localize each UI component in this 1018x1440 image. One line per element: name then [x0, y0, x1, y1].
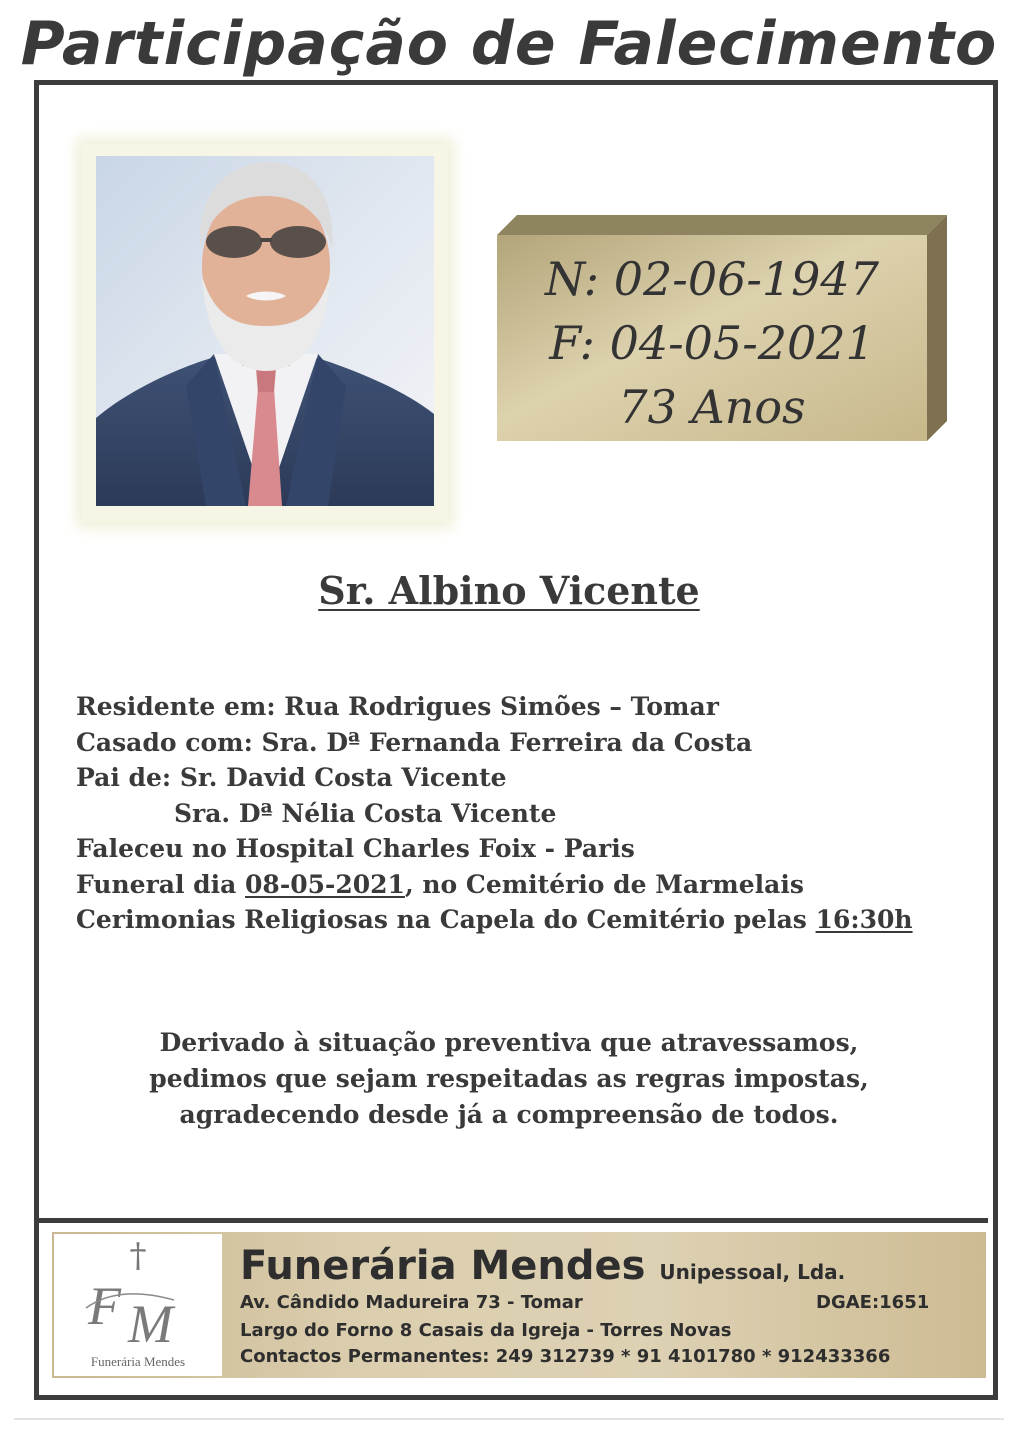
death-date: F: 04-05-2021 [549, 316, 875, 370]
cross-icon: † [129, 1236, 147, 1276]
footer-divider [38, 1218, 988, 1223]
portrait-photo [96, 156, 434, 506]
residence-line: Residente em: Rua Rodrigues Simões – Tomar [76, 692, 719, 721]
notice-block [0, 1025, 1018, 1133]
notice-line-1: Derivado à situação preventiva que atravessamos, [159, 1028, 859, 1057]
logo-monogram [78, 1278, 202, 1348]
father-of-line-2: Sra. Dª Nélia Costa Vicente [174, 798, 557, 828]
dgae-number: DGAE:1651 [816, 1292, 930, 1313]
father-of-line: Pai de: Sr. David Costa Vicente [76, 763, 507, 792]
birth-date: N: 02-06-1947 [545, 252, 879, 306]
contacts-line: Contactos Permanentes: 249 312739 * 91 4101780 * 912433366 [240, 1346, 891, 1367]
deceased-name-block [0, 566, 1018, 616]
ceremony-time: 16:30h [815, 905, 913, 934]
company-name [240, 1238, 845, 1300]
page-bottom-line [14, 1418, 1004, 1420]
notice-line-2: pedimos que sejam respeitadas as regras impostas, [149, 1064, 869, 1093]
address-line-2: Largo do Forno 8 Casais da Igreja - Torres Novas [240, 1320, 732, 1341]
logo-monogram-f: F [88, 1278, 121, 1336]
logo-text: Funerária Mendes [90, 1354, 186, 1369]
notice-line-3: agradecendo desde já a compreensão de todos. [179, 1100, 839, 1129]
details-block [76, 689, 936, 938]
page-title: Participação de Falecimento [20, 9, 998, 79]
address-line-1: Av. Cândido Madureira 73 - Tomar [240, 1292, 583, 1313]
funeral-prefix: Funeral dia [76, 869, 246, 899]
funeral-suffix: , no Cemitério de Marmelais [404, 869, 804, 899]
company-suffix: Unipessoal, Lda. [659, 1260, 846, 1284]
logo-monogram-m: M [128, 1294, 173, 1348]
died-at-line: Faleceu no Hospital Charles Foix - Paris [76, 834, 635, 863]
spouse-line: Casado com: Sra. Dª Fernanda Ferreira da Costa [76, 727, 753, 757]
age: 73 Anos [618, 380, 806, 434]
funeral-date: 08-05-2021 [245, 869, 405, 899]
company-name-main: Funerária Mendes [240, 1243, 646, 1289]
funeral-line [76, 867, 936, 903]
ceremony-prefix: Cerimonias Religiosas na Capela do Cemitério pelas [76, 905, 816, 934]
deceased-name: Sr. Albino Vicente [318, 568, 700, 613]
ceremony-line [76, 902, 936, 938]
